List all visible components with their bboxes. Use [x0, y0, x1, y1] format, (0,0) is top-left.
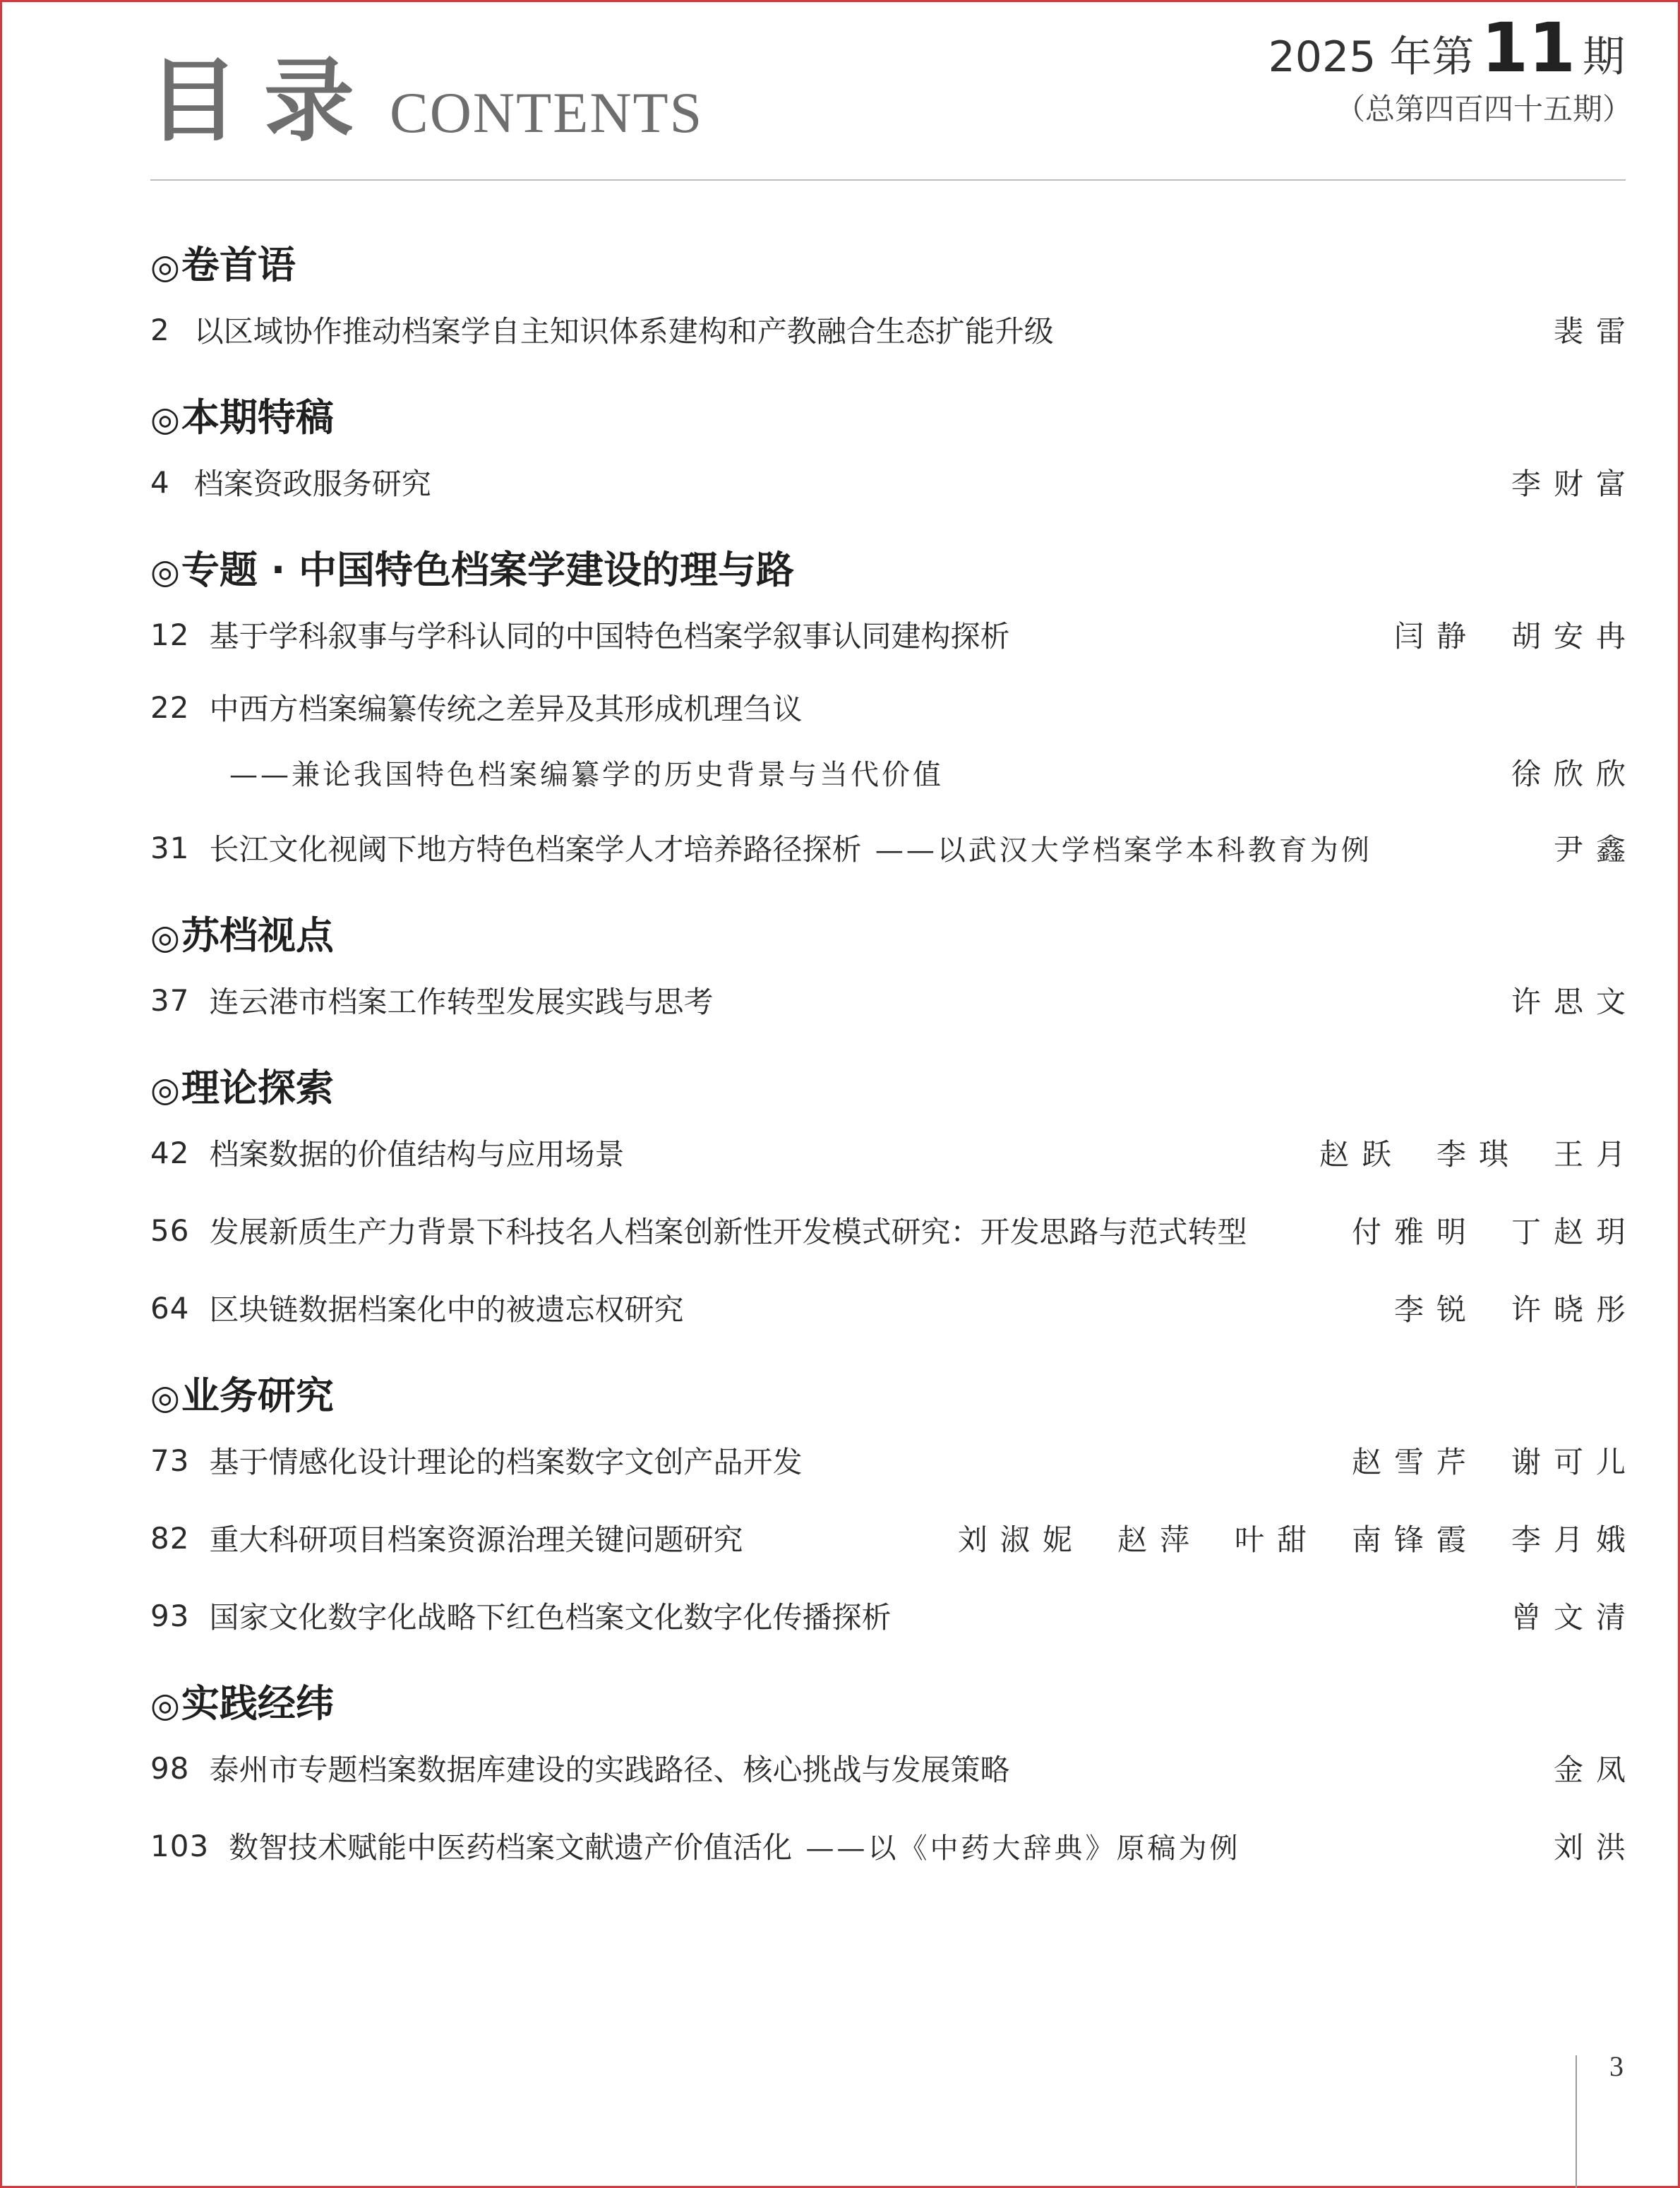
entry-title-wrap [209, 686, 1626, 728]
entry-title: 档案数据的价值结构与应用场景 [209, 1137, 625, 1172]
entry-title-wrap [209, 826, 1554, 869]
entry-title-wrap [209, 613, 1394, 656]
author-name: 王月 [1553, 1137, 1638, 1172]
entry-page-number: 22 [150, 690, 190, 725]
entry-subtitle: ——以《中药大辞典》原稿为例 [805, 1832, 1241, 1865]
entry-title: 区块链数据档案化中的被遗忘权研究 [209, 1292, 684, 1327]
entry-page-number: 73 [150, 1443, 190, 1478]
toc-entry[interactable] [150, 809, 1638, 886]
author-name: 赵雪芹 [1351, 1445, 1479, 1479]
section-title: 苏档视点 [181, 913, 334, 958]
toc-entry[interactable] [150, 1191, 1638, 1269]
entry-title-wrap [209, 1594, 1511, 1637]
section-header [150, 545, 1626, 596]
entry-title: 中西方档案编纂传统之差异及其形成机理刍议 [209, 692, 803, 726]
entry-title: 泰州市专题档案数据库建设的实践路径、核心挑战与发展策略 [209, 1753, 1010, 1787]
entry-title: 基于学科叙事与学科认同的中国特色档案学叙事认同建构探析 [209, 619, 1010, 654]
masthead-divider [150, 179, 1626, 181]
toc-entry[interactable] [150, 1114, 1638, 1191]
author-name: 徐欣欣 [1511, 757, 1638, 791]
entry-title-wrap [194, 461, 1511, 503]
toc-entry[interactable] [150, 443, 1638, 521]
toc-entry[interactable] [150, 1421, 1638, 1499]
entry-title-wrap [209, 1439, 1352, 1481]
issue-line [1268, 8, 1625, 88]
author-name: 胡安冉 [1511, 619, 1638, 654]
section-mark-icon: ◎ [150, 1070, 180, 1110]
entry-page-number: 93 [150, 1598, 190, 1633]
section-mark-icon: ◎ [150, 247, 180, 287]
entry-title-wrap [209, 1517, 957, 1559]
section-mark-icon: ◎ [150, 918, 180, 957]
entry-subtitle: ——兼论我国特色档案编纂学的历史背景与当代价值 [229, 758, 944, 791]
entry-authors [1553, 1747, 1638, 1789]
entry-page-number: 31 [150, 830, 190, 865]
entry-page-number: 56 [150, 1213, 190, 1248]
entry-title: 档案资政服务研究 [193, 467, 431, 501]
page-number: 3 [1609, 2050, 1624, 2082]
toc-entry[interactable] [150, 1269, 1638, 1347]
toc-entry[interactable] [150, 596, 1638, 673]
author-name: 许晓彤 [1511, 1292, 1638, 1327]
entry-title: 连云港市档案工作转型发展实践与思考 [209, 985, 714, 1019]
entry-authors [1351, 1439, 1638, 1481]
toc-entry[interactable] [150, 1729, 1638, 1807]
section-header [150, 1371, 1626, 1421]
entry-authors [1511, 461, 1638, 503]
entry-page-number: 37 [150, 982, 190, 1018]
author-name: 赵跃 [1319, 1137, 1404, 1172]
author-name: 丁赵玥 [1511, 1215, 1638, 1249]
author-name: 南锋霞 [1351, 1522, 1479, 1557]
entry-authors [1553, 1825, 1638, 1867]
entry-title: 数智技术赋能中医药档案文献遗产价值活化 [229, 1830, 802, 1865]
toc-entry[interactable] [150, 291, 1638, 368]
entry-page-number: 12 [150, 617, 190, 652]
author-name: 裴雷 [1553, 314, 1638, 349]
entry-authors [1511, 1594, 1638, 1637]
issue-year: 2025 年第 [1268, 32, 1475, 82]
entry-page-number: 98 [150, 1750, 190, 1786]
toc-entry[interactable] [150, 961, 1638, 1039]
section-title: 实践经纬 [181, 1681, 334, 1726]
entry-title: 国家文化数字化战略下红色档案文化数字化传播探析 [209, 1600, 892, 1635]
entry-title: 重大科研项目档案资源治理关键问题研究 [209, 1522, 743, 1557]
entry-authors [1393, 613, 1638, 656]
section-mark-icon: ◎ [150, 399, 180, 439]
section-mark-icon: ◎ [150, 552, 180, 591]
toc-entry[interactable] [150, 1499, 1638, 1577]
entry-title-wrap [194, 308, 1554, 351]
section-header [150, 392, 1626, 443]
entry-page-number: 64 [150, 1290, 190, 1326]
entry-title-wrap [229, 1825, 1554, 1867]
author-name: 刘淑妮 [957, 1522, 1085, 1557]
entry-subtitle: ——以武汉大学档案学本科教育为例 [875, 834, 1372, 867]
entry-title-wrap [209, 979, 1511, 1021]
entry-page-number: 4 [150, 464, 170, 500]
entry-page-number: 82 [150, 1520, 190, 1556]
issue-suffix: 期 [1583, 32, 1625, 82]
author-name: 许思文 [1511, 985, 1638, 1019]
toc-entry[interactable] [150, 1807, 1638, 1885]
entry-title: 长江文化视阈下地方特色档案学人才培养路径探析 [209, 832, 871, 867]
entry-authors [1511, 979, 1638, 1021]
section-mark-icon: ◎ [150, 1378, 180, 1417]
toc-entry[interactable] [150, 1577, 1638, 1654]
author-name: 李琪 [1436, 1137, 1521, 1172]
toc-entry-continuation [150, 735, 1638, 809]
entry-authors [1553, 308, 1638, 351]
folio-divider [1576, 2055, 1577, 2188]
entry-authors [1553, 826, 1638, 869]
section-title: 本期特稿 [181, 395, 334, 440]
entry-page-number: 2 [150, 312, 170, 347]
entry-title-wrap [209, 1287, 1394, 1329]
author-name: 尹鑫 [1553, 832, 1638, 867]
table-of-contents [150, 240, 1638, 1885]
entry-page-number: 42 [150, 1135, 190, 1170]
title-english: CONTENTS [390, 80, 704, 145]
issue-number: 11 [1481, 8, 1576, 88]
author-name: 李月娥 [1511, 1522, 1638, 1557]
author-name: 李锐 [1393, 1292, 1479, 1327]
author-name: 刘洪 [1553, 1830, 1638, 1865]
section-header [150, 1063, 1626, 1114]
entry-authors [957, 1517, 1638, 1559]
author-name: 闫静 [1393, 619, 1479, 654]
entry-authors [1351, 1209, 1638, 1251]
entry-title: 以区域协作推动档案学自主知识体系建构和产教融合生态扩能升级 [193, 314, 1054, 349]
author-name: 金凤 [1553, 1753, 1638, 1787]
entry-title-wrap [209, 1131, 1319, 1174]
issue-info [1268, 8, 1632, 128]
entry-authors [1319, 1131, 1638, 1174]
entry-authors [1393, 1287, 1638, 1329]
section-mark-icon: ◎ [150, 1685, 180, 1725]
entry-page-number: 103 [150, 1828, 210, 1863]
section-title: 理论探索 [181, 1066, 334, 1110]
section-header [150, 240, 1626, 291]
section-header [150, 910, 1626, 961]
author-name: 付雅明 [1351, 1215, 1479, 1249]
issue-total: （总第四百四十五期） [1335, 92, 1632, 126]
section-title: 业务研究 [181, 1373, 334, 1418]
masthead-title [148, 28, 704, 154]
entry-title: 基于情感化设计理论的档案数字文创产品开发 [209, 1445, 803, 1479]
section-title: 卷首语 [181, 243, 296, 287]
author-name: 谢可儿 [1511, 1445, 1638, 1479]
author-name: 李财富 [1511, 467, 1638, 501]
author-name: 叶甜 [1234, 1522, 1319, 1557]
section-title: 专题 · 中国特色档案学建设的理与路 [181, 548, 795, 592]
author-name: 赵萍 [1117, 1522, 1202, 1557]
toc-entry[interactable] [150, 673, 1626, 741]
author-name: 曾文清 [1511, 1600, 1638, 1635]
entry-title-wrap [209, 1747, 1554, 1789]
section-header [150, 1678, 1626, 1729]
entry-title-wrap [209, 1209, 1352, 1251]
entry-title: 发展新质生产力背景下科技名人档案创新性开发模式研究：开发思路与范式转型 [209, 1215, 1247, 1249]
title-chinese: 目录 [148, 49, 380, 154]
